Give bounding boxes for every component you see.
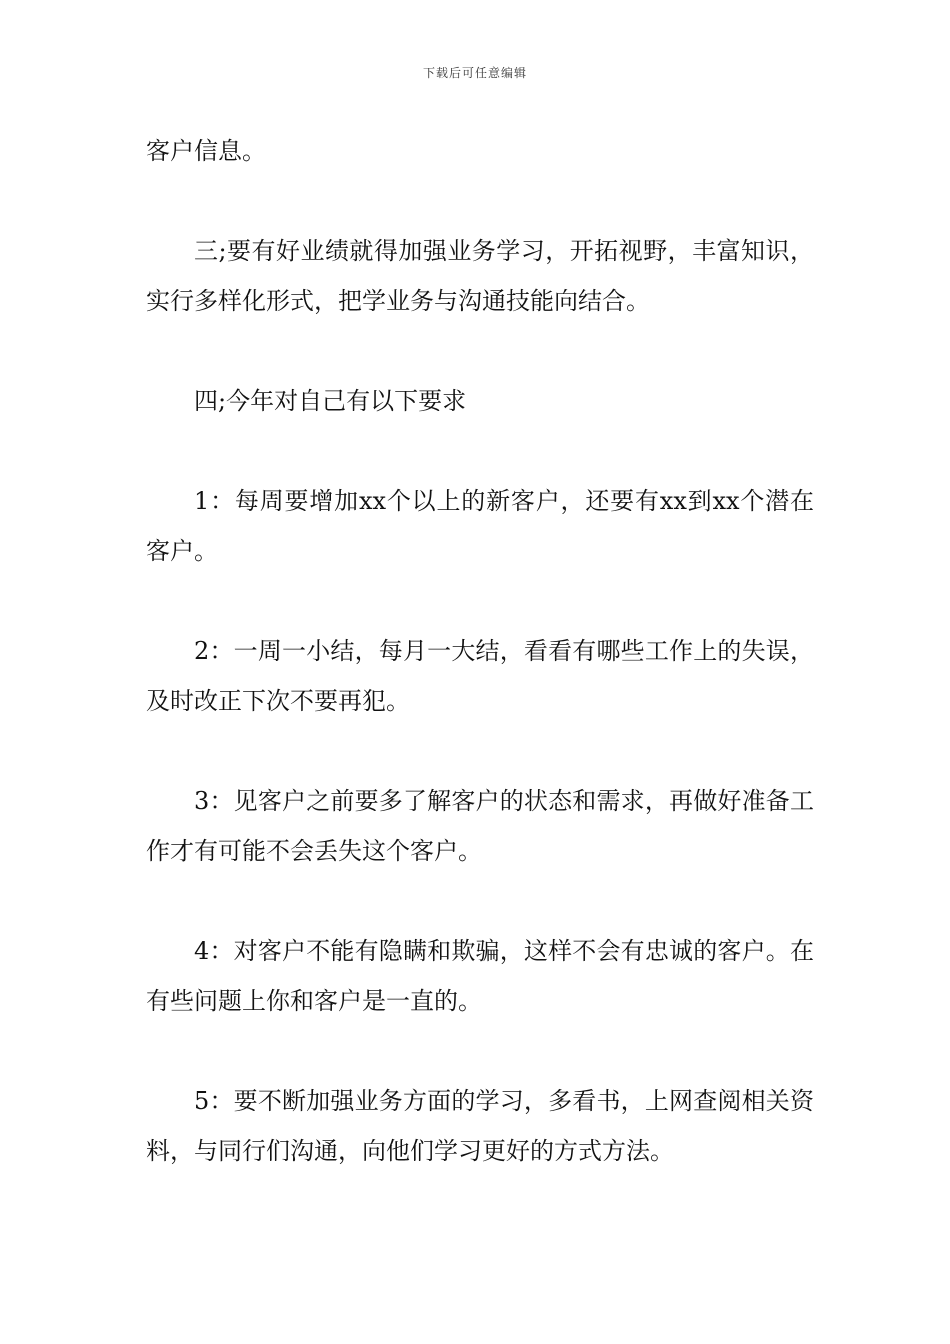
page-header-note: 下载后可任意编辑 — [422, 66, 527, 80]
paragraph-item-2: 2：一周一小结，每月一大结，看看有哪些工作上的失误，及时改正下次不要再犯。 — [146, 637, 814, 715]
paragraph-section-three: 三;要有好业绩就得加强业务学习，开拓视野，丰富知识，实行多样化形式，把学业务与沟通技能向结合。 — [146, 237, 814, 315]
paragraph-item-1: 1：每周要增加xx个以上的新客户，还要有xx到xx个潜在客户。 — [146, 487, 814, 565]
document-body — [146, 126, 814, 1226]
paragraph-item-4: 4：对客户不能有隐瞒和欺骗，这样不会有忠诚的客户。在有些问题上你和客户是一直的。 — [146, 937, 814, 1015]
paragraph-item-5: 5：要不断加强业务方面的学习，多看书，上网查阅相关资料，与同行们沟通，向他们学习更好的方式方法。 — [146, 1087, 814, 1165]
paragraph-section-four-heading: 四;今年对自己有以下要求 — [194, 387, 467, 415]
paragraph-continuation: 客户信息。 — [146, 137, 266, 165]
paragraph-item-3: 3：见客户之前要多了解客户的状态和需求，再做好准备工作才有可能不会丢失这个客户。 — [146, 787, 814, 865]
